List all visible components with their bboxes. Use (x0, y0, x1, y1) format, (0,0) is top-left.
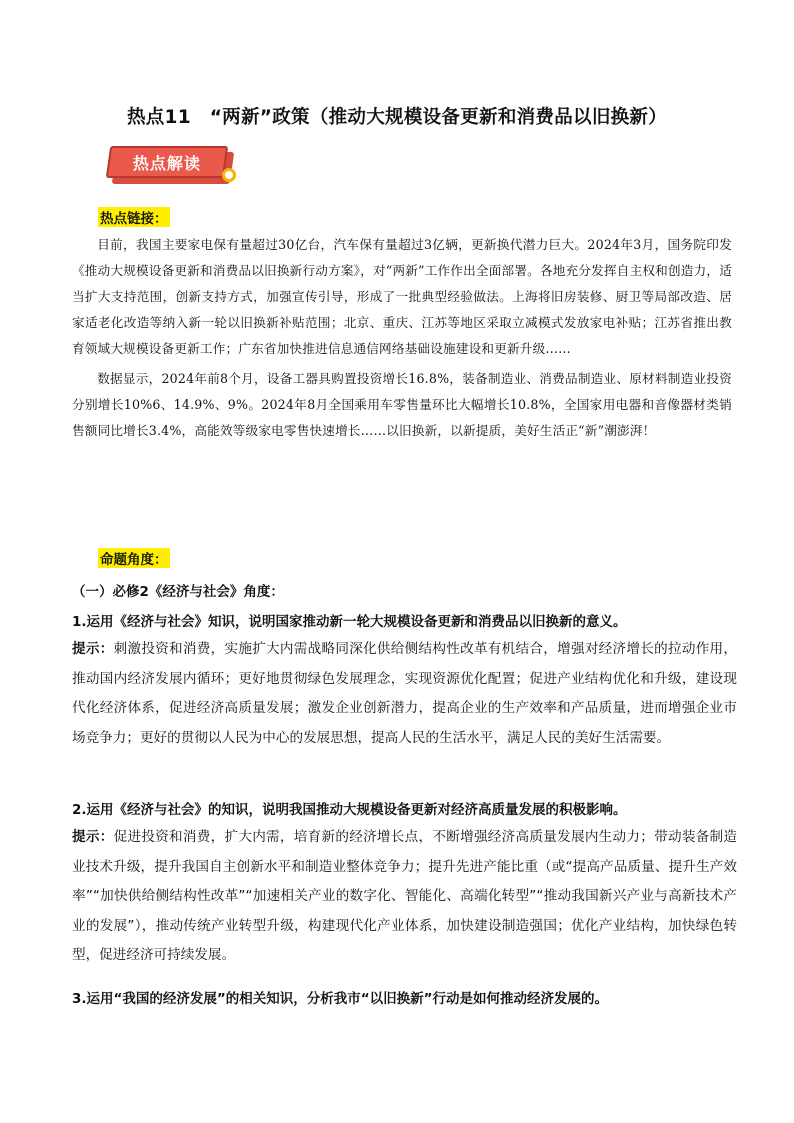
section-link-label: 热点链接： (98, 207, 170, 227)
link-paragraph-1: 目前，我国主要家电保有量超过30亿台，汽车保有量超过3亿辆，更新换代潜力巨大。2024年3月，国务院印发《推动大规模设备更新和消费品以旧换新行动方案》，对“两新”工作作出全面部署。各地充分发挥自主权和创造力，适当扩大支持范围，创新支持方式，加强宣传引导，形成了一批典型经验做法。上海将旧房装修、厨卫等局部改造、居家适老化改造等纳入新一轮以旧换新补贴范围；北京、重庆、江苏等地区采取立减模式发放家电补贴；江苏省推出教育领域大规模设备更新工作；广东省加快推进信息通信网络基础设施建设和更新升级…… (72, 237, 732, 356)
banner-ring-icon (222, 168, 236, 182)
hint-1-text: 刺激投资和消费，实施扩大内需战略同深化供给侧结构性改革有机结合，增强对经济增长的拉动作用，推动国内经济发展内循环；更好地贯彻绿色发展理念，实现资源优化配置；促进产业结构优化和升级，建设现代化经济体系，促进经济高质量发展；激发企业创新潜力，提高企业的生产效率和产品质量，进而增强企业市场竞争力；更好的贯彻以人民为中心的发展思想，提高人民的生活水平，满足人民的美好生活需要。 (72, 641, 738, 746)
link-paragraphs (72, 232, 732, 444)
hot-topic-banner (108, 146, 236, 186)
hint-1 (72, 635, 737, 753)
banner-face (106, 146, 228, 178)
hint-1-label: 提示： (72, 641, 114, 657)
hint-2-label: 提示： (72, 829, 114, 845)
page-title: 热点11 “两新”政策（推动大规模设备更新和消费品以旧换新） (126, 107, 668, 128)
banner-text: 热点解读 (132, 153, 201, 173)
question-3: 3.运用“我国的经济发展”的相关知识，分析我市“以旧换新”行动是如何推动经济发展的。 (72, 991, 609, 1007)
hint-2-text: 促进投资和消费，扩大内需，培育新的经济增长点，不断增强经济高质量发展内生动力；带动装备制造业技术升级，提升我国自主创新水平和制造业整体竞争力；提升先进产能比重（或“提高产品质量、提升生产效率”“加快供给侧结构性改革”“加速相关产业的数字化、智能化、高端化转型”“推动我国新兴产业与高新技术产业的发展”），推动传统产业转型升级，构建现代化产业体系，加快建设制造强国；优化产业结构，加快绿色转型，促进经济可持续发展。 (72, 829, 738, 963)
hint-2 (72, 823, 737, 971)
question-1: 1.运用《经济与社会》知识，说明国家推动新一轮大规模设备更新和消费品以旧换新的意义。 (72, 614, 627, 630)
subsection-heading: （一）必修2《经济与社会》角度： (72, 584, 284, 600)
link-paragraph-2: 数据显示，2024年前8个月，设备工器具购置投资增长16.8%，装备制造业、消费品制造业、原材料制造业投资分别增长10%6、14.9%、9%。2024年8月全国乘用车零售量环比大幅增长10.8%，全国家用电器和音像器材类销售额同比增长3.4%，高能效等级家电零售快速增长……以旧换新，以新提质，美好生活正“新”潮澎湃！ (72, 371, 732, 438)
angle-label: 命题角度： (98, 548, 170, 568)
question-2: 2.运用《经济与社会》的知识，说明我国推动大规模设备更新对经济高质量发展的积极影响。 (72, 802, 627, 818)
